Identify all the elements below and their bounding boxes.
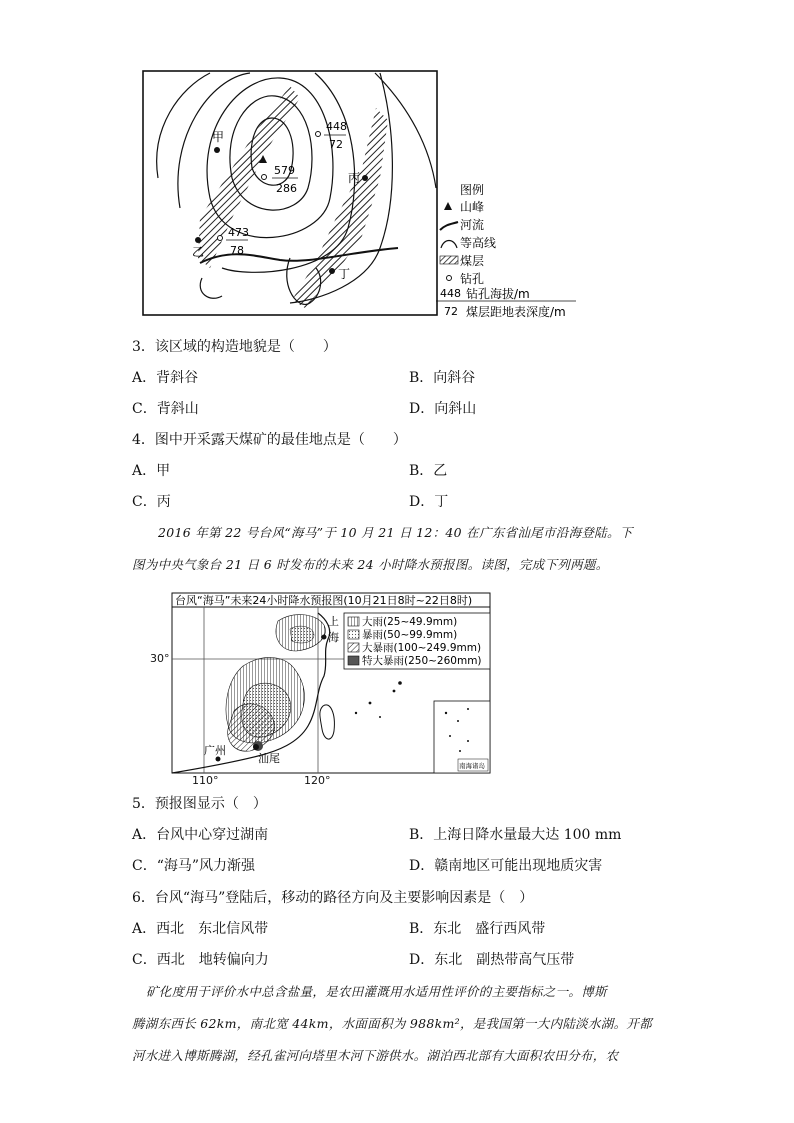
drill-icon xyxy=(218,236,223,241)
label-bing: 丙 xyxy=(348,171,361,185)
q4-option-d[interactable]: D．丁 xyxy=(409,494,449,510)
drill-1-elev: 448 xyxy=(326,120,347,133)
point-ding xyxy=(329,268,335,274)
lon-120-label: 120° xyxy=(304,774,331,787)
geology-map xyxy=(140,68,440,318)
map1-legend xyxy=(436,180,596,325)
lake-intro xyxy=(132,976,662,1072)
legend-drill: 钻孔 xyxy=(460,272,485,286)
lat-label: 30° xyxy=(150,652,170,665)
q4-option-b[interactable]: B．乙 xyxy=(409,463,448,479)
legend-coal: 煤层 xyxy=(460,254,485,268)
point-yi xyxy=(195,237,201,243)
rainfall-map xyxy=(168,591,494,789)
q6-option-c[interactable]: C．西北 地转偏向力 xyxy=(132,952,269,968)
city-sh-label-1: 上 xyxy=(328,615,339,628)
legend-frac-top-label: 钻孔海拔/m xyxy=(466,287,530,301)
drill-3-depth: 78 xyxy=(230,244,244,257)
city-guangzhou xyxy=(216,757,221,762)
q4-option-c[interactable]: C．丙 xyxy=(132,494,171,510)
drill-3-elev: 473 xyxy=(228,226,249,239)
legend-title: 图例 xyxy=(460,183,485,197)
question-3-stem: 3．该区域的构造地貌是（ ） xyxy=(132,339,337,355)
legend-frac-bottom: 72 xyxy=(444,305,458,318)
q3-option-a[interactable]: A．背斜谷 xyxy=(132,370,199,386)
q6-option-b[interactable]: B．东北 盛行西风带 xyxy=(409,921,546,937)
city-sw-label: 汕尾 xyxy=(258,752,280,765)
question-5-stem: 5．预报图显示（ ） xyxy=(132,796,267,812)
inset-label: 南海诸岛 xyxy=(459,762,485,770)
map2-title: 台风“海马”未来24小时降水预报图(10月21日8时~22日8时) xyxy=(175,594,473,607)
drill-2-depth: 286 xyxy=(276,182,297,195)
river-icon xyxy=(440,222,458,230)
map1-legend-svg xyxy=(436,180,596,325)
q4-option-a[interactable]: A．甲 xyxy=(132,463,171,479)
drill-icon xyxy=(447,276,452,281)
drill-1-depth: 72 xyxy=(329,138,343,151)
q5-option-d[interactable]: D．赣南地区可能出现地质灾害 xyxy=(409,858,603,874)
q3-option-b[interactable]: B．向斜谷 xyxy=(409,370,476,386)
intro2-line2: 图为中央气象台 21 日 6 时发布的未来 24 小时降水预报图。读图，完成下列两题。 xyxy=(132,557,609,572)
point-bing xyxy=(362,175,368,181)
rainfall-map-svg xyxy=(168,591,494,789)
legend-river: 河流 xyxy=(460,218,485,232)
question-4-stem: 4．图中开采露天煤矿的最佳地点是（ ） xyxy=(132,432,407,448)
city-sh-label-2: 海 xyxy=(328,631,339,644)
q5-option-b[interactable]: B．上海日降水量最大达 100 mm xyxy=(409,827,622,843)
drill-icon xyxy=(262,175,267,180)
city-shanghai xyxy=(322,635,327,640)
contour-icon xyxy=(441,241,457,249)
legend-frac-bottom-label: 煤层距地表深度/m xyxy=(466,305,566,319)
city-gz-label: 广州 xyxy=(204,744,226,757)
q5-option-c[interactable]: C．“海马”风力渐强 xyxy=(132,858,256,874)
q5-option-a[interactable]: A．台风中心穿过湖南 xyxy=(132,827,269,843)
q6-option-d[interactable]: D．东北 副热带高气压带 xyxy=(409,952,575,968)
intro3-line1: 矿化度用于评价水中总含盐量，是农田灌溉用水适用性评价的主要指标之一。博斯 xyxy=(146,984,607,999)
question-6-stem: 6．台风“海马”登陆后，移动的路径方向及主要影响因素是（ ） xyxy=(132,890,534,906)
city-shanwei xyxy=(253,744,259,750)
point-jia xyxy=(214,147,220,153)
rain-legend-4: 特大暴雨(250~260mm) xyxy=(362,655,482,667)
drill-2-elev: 579 xyxy=(274,164,295,177)
q6-option-a[interactable]: A．西北 东北信风带 xyxy=(132,921,269,937)
geology-map-svg xyxy=(140,68,440,318)
legend-contour: 等高线 xyxy=(460,236,497,250)
intro3-line2: 腾湖东西长 62km，南北宽 44km，水面面积为 988km²，是我国第一大内陆淡水湖。开都 xyxy=(132,1016,652,1031)
coal-icon xyxy=(440,256,458,264)
peak-icon xyxy=(444,202,452,210)
legend-frac-top: 448 xyxy=(440,287,461,300)
legend-peak: 山峰 xyxy=(460,200,485,214)
drill-icon xyxy=(316,132,321,137)
q3-option-d[interactable]: D．向斜山 xyxy=(409,401,477,417)
rain-legend-2: 暴雨(50~99.9mm) xyxy=(362,629,458,641)
rain-legend-3: 大暴雨(100~249.9mm) xyxy=(362,642,482,654)
label-ding: 丁 xyxy=(338,267,351,281)
label-yi: 乙 xyxy=(192,245,205,259)
typhoon-intro xyxy=(132,517,662,581)
label-jia: 甲 xyxy=(212,130,225,144)
q3-option-c[interactable]: C．背斜山 xyxy=(132,401,199,417)
lon-110-label: 110° xyxy=(192,774,219,787)
intro2-line1: 2016 年第 22 号台风“海马”于 10 月 21 日 12：40 在广东省汕尾市沿海登陆。下 xyxy=(158,525,633,540)
rain-legend-1: 大雨(25~49.9mm) xyxy=(362,616,458,628)
intro3-line3: 河水进入博斯腾湖，经孔雀河向塔里木河下游供水。湖泊西北部有大面积农田分布，农 xyxy=(132,1048,619,1063)
